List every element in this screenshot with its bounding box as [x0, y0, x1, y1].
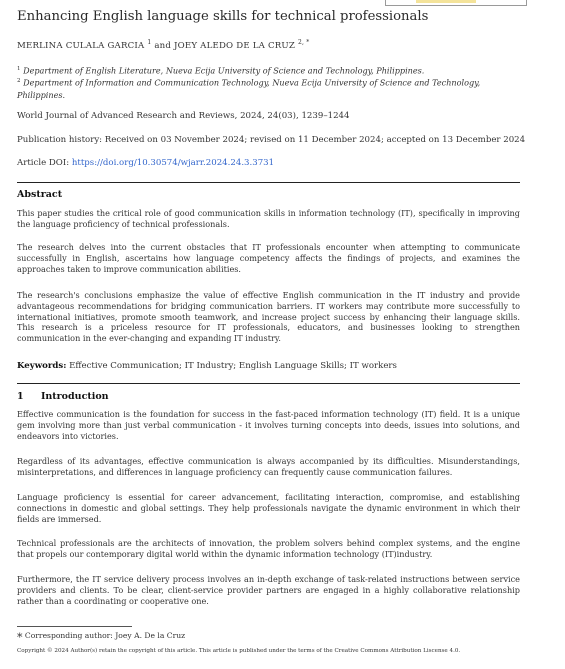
keywords-text: Effective Communication; IT Industry; English Language Skills; IT workers — [69, 361, 397, 371]
author-line — [17, 39, 309, 51]
intro-paragraph: Regardless of its advantages, effective communication is always accompanied by its difficulties. Misunderstandings, misinterpretations, and differences in language proficiency can frequently cause communication failures. — [17, 456, 520, 477]
affiliation-text: Department of Information and Communication Technology, Nueva Ecija University of Science and Technology, Philippines. — [17, 77, 481, 101]
intro-paragraph: Language proficiency is essential for career advancement, facilitating interaction, compromise, and establishing connections in domestic and global settings. They help professionals navigate the dynamic environment in which their fields are immersed. — [17, 492, 520, 524]
section-divider — [17, 182, 520, 183]
author-name: MERLINA CULALA GARCIA — [17, 40, 145, 51]
keywords-label: Keywords: — [17, 361, 67, 371]
corresponding-author-footnote — [17, 631, 186, 644]
footnote-text: Corresponding author: Joey A. De la Cruz — [24, 631, 186, 640]
author-affiliation-mark: 1 — [147, 39, 152, 46]
abstract-paragraph: The research's conclusions emphasize the value of effective English communication in the IT industry and provide advantageous recommendations for bridging communication barriers. IT workers may contribute more successfully to international initiatives, promote smooth teamwork, and increase project success by enhancing their language skills. This research is a priceless resource for IT professionals, educators, and businesses looking to strengthen communication in the ever-changing and expanding IT industry. — [17, 290, 520, 344]
article-title: Enhancing English language skills for technical professionals — [17, 9, 429, 24]
doi-label: Article DOI: — [17, 158, 70, 168]
section-divider — [17, 383, 520, 384]
publication-history: Publication history: Received on 03 November 2024; revised on 11 December 2024; accepted on 13 December 2024 — [17, 135, 526, 145]
footnote-divider — [17, 626, 132, 627]
article-doi — [17, 158, 274, 168]
abstract-paragraph: The research delves into the current obstacles that IT professionals encounter when attempting to communicate successfully in English, ascertains how language competency affects the findings of projects, and examines the approaches taken to improve communication abilities. — [17, 242, 520, 274]
affiliation-text: Department of English Literature, Nueva Ecija University of Science and Technology, Philippines. — [23, 65, 425, 76]
author-name: JOEY ALEDO DE LA CRUZ — [174, 40, 296, 51]
intro-paragraph: Technical professionals are the architects of innovation, the problem solvers behind complex systems, and the engine that propels our contemporary digital world within the dynamic information technology (IT)industry. — [17, 538, 520, 559]
intro-paragraph: Effective communication is the foundation for success in the fast-paced information technology (IT) field. It is a unique gem involving more than just verbal communication - it involves turning concepts into deeds, issues into solutions, and endeavors into victories. — [17, 409, 520, 441]
keywords — [17, 361, 397, 371]
copyright-notice: Copyright © 2024 Author(s) retain the copyright of this article. This article is published under the terms of the Creative Commons Attribution Liscense 4.0. — [17, 648, 461, 654]
abstract-heading: Abstract — [17, 189, 63, 200]
footnote-star: * — [17, 631, 23, 644]
section-number: 1 — [17, 391, 24, 402]
section-heading-introduction — [17, 391, 109, 402]
header-logo-box — [385, 0, 527, 6]
journal-citation: World Journal of Advanced Research and Reviews, 2024, 24(03), 1239–1244 — [17, 111, 350, 121]
affiliation-number: 1 — [17, 66, 21, 72]
intro-paragraph: Furthermore, the IT service delivery process involves an in-depth exchange of task-related instructions between service providers and clients. To be clear, client-service provider partners are engaged in a highly collaborative relationship rather than a coordinating or cooperative one. — [17, 574, 520, 606]
author-conjunction: and — [154, 40, 172, 51]
abstract-paragraph: This paper studies the critical role of good communication skills in information technology (IT), specifically in improving the language proficiency of technical professionals. — [17, 208, 520, 229]
affiliation-2 — [17, 75, 520, 102]
doi-link[interactable]: https://doi.org/10.30574/wjarr.2024.24.3.3731 — [71, 158, 275, 168]
section-title: Introduction — [40, 391, 109, 402]
affiliation-number: 2 — [17, 78, 21, 84]
author-affiliation-mark: 2, * — [297, 39, 310, 46]
